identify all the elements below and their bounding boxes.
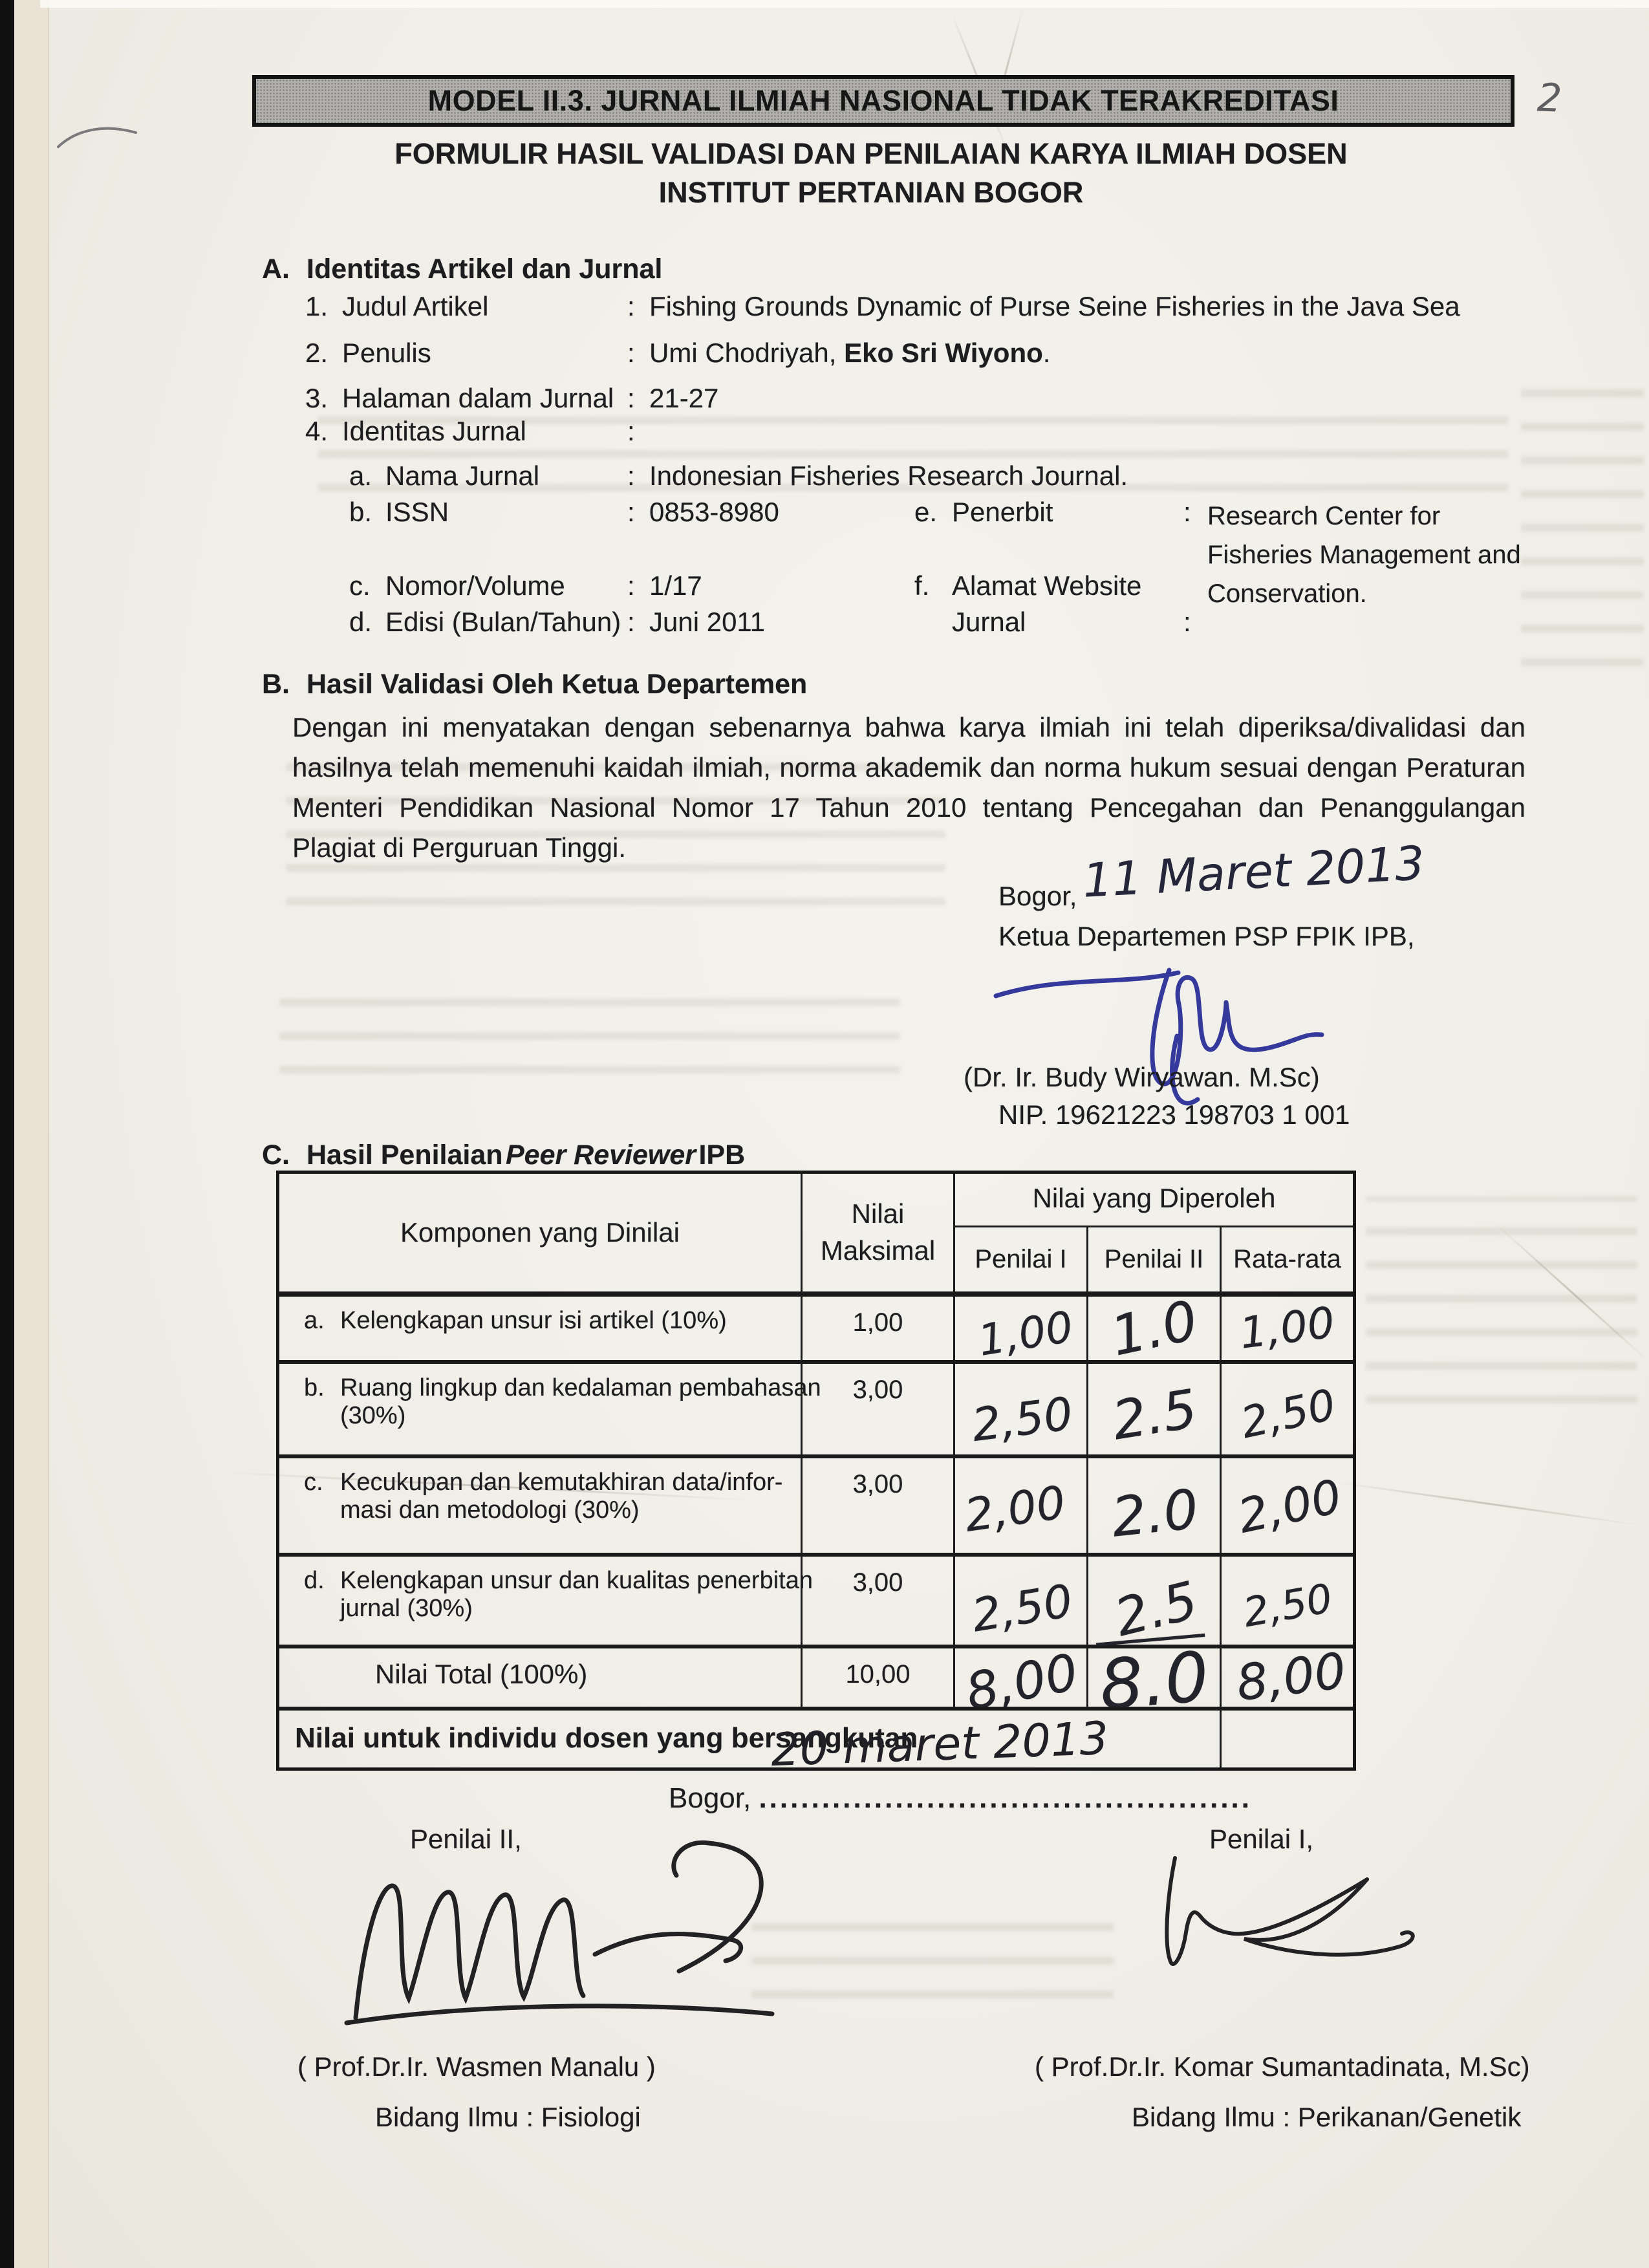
handwritten-score: 8.0	[1096, 1636, 1212, 1726]
row-b-text: Ruang lingkup dan kedalaman pembahasan	[340, 1374, 821, 1401]
handwritten-score: 2,00	[1233, 1469, 1346, 1544]
journal-c-letter: c.	[349, 570, 371, 601]
journal-d-colon: :	[627, 607, 635, 637]
validation-place-label: Bogor,	[998, 881, 1077, 911]
row-a-prefix: a.	[304, 1307, 325, 1334]
item-1-colon: :	[627, 291, 635, 321]
bleed-through-artifact	[1521, 382, 1644, 666]
item-3-number: 3.	[305, 383, 329, 413]
row-c-prefix: c.	[304, 1469, 323, 1496]
section-c-letter: C.	[262, 1139, 290, 1171]
row-a-max: 1,00	[801, 1291, 953, 1360]
row-d-penilai1-score	[953, 1553, 1086, 1645]
closing-place-text: Bogor,	[669, 1782, 751, 1814]
row-d-penilai2-score	[1086, 1553, 1220, 1648]
dotted-line: ...............................................	[759, 1782, 1253, 1814]
row-a-text: Kelengkapan unsur isi artikel (10%)	[340, 1307, 727, 1334]
journal-a-letter: a.	[349, 460, 372, 491]
row-a-label	[279, 1291, 801, 1360]
item-3-label: Halaman dalam Jurnal	[342, 383, 614, 413]
paper-edge	[14, 0, 49, 2268]
issn-value: 0853-8980	[649, 497, 779, 527]
col-header-penilai-1-label: Penilai I	[975, 1245, 1067, 1273]
form-title-line2: INSTITUT PERTANIAN BOGOR	[658, 176, 1084, 209]
form-title-line1: FORMULIR HASIL VALIDASI DAN PENILAIAN KARYA ILMIAH DOSEN	[394, 137, 1348, 170]
header-banner-text: MODEL II.3. JURNAL ILMIAH NASIONAL TIDAK TERAKREDITASI	[427, 84, 1339, 117]
closing-date-handwritten: 20 maret 2013	[770, 1711, 1110, 1777]
item-1-number: 1.	[305, 291, 329, 321]
journal-a-label: Nama Jurnal	[385, 460, 540, 491]
row-c-text-line2: masi dan metodologi (30%)	[340, 1496, 640, 1524]
journal-d-label: Edisi (Bulan/Tahun)	[385, 607, 621, 637]
row-a-penilai1-score	[953, 1291, 1086, 1366]
col-header-komponen-label: Komponen yang Dinilai	[400, 1217, 680, 1247]
row-d-max: 3,00	[801, 1553, 953, 1645]
journal-f-label: Alamat Website	[952, 570, 1142, 601]
authors-value	[649, 338, 1050, 369]
table-footer-empty-cell	[1220, 1707, 1353, 1767]
paper-sheet	[14, 0, 1649, 2268]
assessment-table	[276, 1171, 1356, 1777]
col-header-nilai-maksimal	[801, 1174, 953, 1291]
row-b-label	[279, 1360, 821, 1454]
handwritten-score: 2,50	[1240, 1574, 1337, 1637]
publisher-value: Research Center for Fisheries Management and Conservation.	[1207, 502, 1521, 608]
row-a-average-score	[1220, 1291, 1353, 1360]
row-c-max: 3,00	[801, 1454, 953, 1553]
journal-b-letter: b.	[349, 497, 372, 527]
handwritten-score: 1.0	[1105, 1288, 1203, 1368]
pages-value: 21-27	[649, 383, 719, 413]
stray-pen-mark	[53, 120, 150, 158]
row-b-text-line2: (30%)	[340, 1402, 406, 1429]
validation-date-handwritten: 11 Maret 2013	[1081, 836, 1426, 908]
col-header-nilai-maksimal-label: Nilai Maksimal	[820, 1198, 936, 1266]
handwritten-score: 8,00	[961, 1643, 1083, 1722]
edition-value: Juni 2011	[649, 607, 766, 637]
row-a-penilai2-score	[1086, 1288, 1220, 1368]
handwritten-score: 2,50	[1236, 1379, 1340, 1449]
signature-wasmen-manalu	[317, 1834, 834, 2035]
section-b-letter: B.	[262, 669, 290, 700]
author-2-bold: Eko Sri Wiyono	[844, 338, 1043, 368]
row-total-max: 10,00	[801, 1645, 953, 1707]
table-footer-note: Nilai untuk individu dosen yang bersangkutan	[279, 1707, 1220, 1767]
validation-statement: Dengan ini menyatakan dengan sebenarnya bahwa karya ilmiah ini telah diperiksa/divalidasi dan hasilnya telah memenuhi kaidah ilmiah, norma akademik dan norma hukum sesuai dengan Peraturan Menteri Pendidikan Nasional Nomor 17 Tahun 2010 tentang Pencegahan dan Penanggulangan Plagiat di Perguruan Tinggi.	[292, 712, 1525, 863]
department-head-nip: NIP. 19621223 198703 1 001	[998, 1099, 1350, 1130]
section-a-heading: Identitas Artikel dan Jurnal	[307, 254, 663, 285]
closing-place-label	[669, 1782, 1252, 1815]
row-total-penilai2-score	[1086, 1636, 1220, 1726]
row-d-average-score	[1220, 1553, 1353, 1645]
row-c-average-score	[1220, 1454, 1353, 1553]
col-header-penilai-2-label: Penilai II	[1104, 1245, 1204, 1273]
section-b-heading: Hasil Validasi Oleh Ketua Departemen	[307, 669, 808, 700]
item-4-label: Identitas Jurnal	[342, 416, 526, 446]
section-a-letter: A.	[262, 254, 290, 285]
journal-c-label: Nomor/Volume	[385, 570, 565, 601]
journal-e-letter: e.	[914, 497, 938, 527]
reviewer-2-role: Penilai II,	[410, 1824, 522, 1854]
row-total-label	[279, 1645, 801, 1707]
col-header-group-nilai-diperoleh	[953, 1174, 1353, 1226]
handwritten-score: 2.0	[1108, 1477, 1202, 1550]
col-header-group-label: Nilai yang Diperoleh	[1032, 1183, 1276, 1213]
col-header-penilai-1	[953, 1226, 1086, 1291]
item-1-label: Judul Artikel	[342, 291, 489, 321]
handwritten-score: 2,50	[967, 1574, 1076, 1643]
handwritten-score: 2,50	[969, 1387, 1075, 1453]
col-header-rata-rata	[1220, 1226, 1353, 1291]
handwritten-score: 2,00	[961, 1475, 1069, 1542]
scan-top-edge	[40, 0, 1649, 8]
journal-f-label2: Jurnal	[952, 607, 1026, 637]
handwritten-score: 8,00	[1233, 1641, 1349, 1712]
item-4-number: 4.	[305, 416, 329, 446]
row-d-label	[279, 1553, 813, 1645]
item-2-label: Penulis	[342, 338, 431, 368]
row-d-prefix: d.	[304, 1567, 325, 1594]
row-c-label	[279, 1454, 801, 1553]
item-3-colon: :	[627, 383, 635, 413]
article-title-value: Fishing Grounds Dynamic of Purse Seine Fisheries in the Java Sea	[649, 291, 1460, 321]
row-total-text: Nilai Total (100%)	[375, 1659, 588, 1689]
handwritten-score: 2.5	[1108, 1378, 1202, 1453]
journal-b-colon: :	[627, 497, 635, 527]
journal-b-label: ISSN	[385, 497, 449, 527]
journal-c-colon: :	[627, 570, 635, 601]
journal-name-value: Indonesian Fisheries Research Journal.	[649, 460, 1128, 491]
reviewer-2-field: Bidang Ilmu : Fisiologi	[375, 2102, 641, 2132]
reviewer-1-name: ( Prof.Dr.Ir. Komar Sumantadinata, M.Sc)	[1035, 2051, 1530, 2082]
journal-d-letter: d.	[349, 607, 372, 637]
section-c-heading-italic: Peer Reviewer	[505, 1139, 696, 1171]
handwritten-score: 1,00	[1236, 1297, 1338, 1359]
journal-e-label: Penerbit	[952, 497, 1053, 527]
row-total-average-score	[1220, 1641, 1353, 1712]
bleed-through-artifact	[279, 977, 900, 1074]
item-2-colon: :	[627, 338, 635, 368]
row-c-penilai2-score	[1086, 1454, 1220, 1553]
handwritten-score: 1,00	[975, 1301, 1077, 1366]
section-c-heading-1: Hasil Penilaian	[307, 1139, 503, 1171]
col-header-komponen	[279, 1174, 801, 1291]
volume-value: 1/17	[649, 570, 702, 601]
handwritten-score: 2.5	[1108, 1570, 1203, 1648]
col-header-rata-rata-label: Rata-rata	[1233, 1245, 1341, 1273]
section-c-heading-3: IPB	[698, 1139, 746, 1171]
journal-e-colon: :	[1183, 497, 1191, 527]
row-b-penilai2-score	[1086, 1360, 1220, 1454]
item-4-colon: :	[627, 416, 635, 446]
signature-komar-sumantadinata	[1114, 1842, 1450, 2010]
row-c-penilai1-score	[953, 1454, 1086, 1553]
reviewer-1-role: Penilai I,	[1209, 1824, 1314, 1854]
row-b-penilai1-score	[953, 1360, 1086, 1454]
reviewer-1-field: Bidang Ilmu : Perikanan/Genetik	[1132, 2102, 1522, 2132]
department-head-name: (Dr. Ir. Budy Wiryawan. M.Sc)	[964, 1062, 1320, 1092]
row-b-prefix: b.	[304, 1374, 325, 1401]
author-1: Umi Chodriyah,	[649, 338, 845, 368]
row-total-penilai1-score	[953, 1643, 1086, 1722]
authors-period: .	[1042, 338, 1051, 368]
row-c-text: Kecukupan dan kemutakhiran data/infor-	[340, 1469, 783, 1496]
page-number-handwritten: 2	[1536, 75, 1563, 122]
journal-f-colon: :	[1183, 607, 1191, 637]
col-header-penilai-2	[1086, 1226, 1220, 1291]
journal-f-letter: f.	[914, 570, 930, 601]
row-d-text-line2: jurnal (30%)	[340, 1595, 473, 1622]
row-d-text: Kelengkapan unsur dan kualitas penerbitan	[340, 1567, 813, 1594]
header-banner	[252, 75, 1514, 127]
journal-a-colon: :	[627, 460, 635, 491]
row-b-max: 3,00	[801, 1360, 953, 1454]
department-head-role: Ketua Departemen PSP FPIK IPB,	[998, 921, 1415, 951]
paper-crease	[1333, 1481, 1641, 1526]
section-c-heading	[307, 1139, 745, 1171]
reviewer-2-name: ( Prof.Dr.Ir. Wasmen Manalu )	[297, 2051, 656, 2082]
item-2-number: 2.	[305, 338, 329, 368]
row-b-average-score	[1220, 1360, 1353, 1454]
